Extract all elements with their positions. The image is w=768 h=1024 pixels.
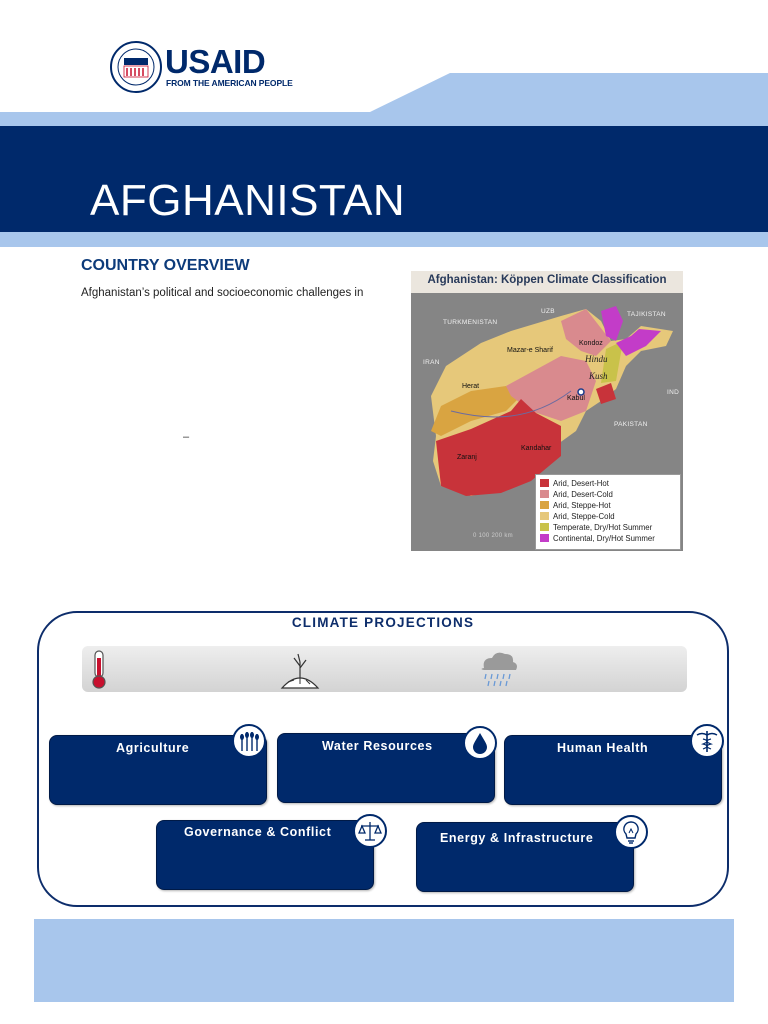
usaid-logo-text: USAID [165,43,266,80]
legend-swatch [540,479,549,487]
legend-item [540,478,609,488]
legend-swatch [540,523,549,531]
legend-item [540,511,615,521]
sector-energy-infrastructure[interactable] [416,822,634,892]
caduceus-icon [690,724,724,758]
map-label-pakistan: PAKISTAN [614,421,648,428]
map-legend [535,474,681,550]
country-title: AFGHANISTAN [90,176,406,225]
map-label-turkmenistan: TURKMENISTAN [443,319,498,326]
projections-icon-bar [82,646,687,692]
legend-item [540,522,652,532]
climate-map [411,271,683,551]
sector-label: Human Health [557,741,649,755]
map-label-tajikistan: TAJIKISTAN [627,311,666,318]
city-label-kabul: Kabul [567,395,585,402]
map-label-uzb: UZB [541,308,555,315]
footer-band [34,919,734,1002]
city-label-kandahar: Kandahar [521,445,552,452]
legend-label: Arid, Steppe-Hot [553,500,611,510]
city-label-herat: Herat [462,383,480,390]
sector-label: Governance & Conflict [184,825,332,839]
sector-label: Energy & Infrastructure [440,831,594,845]
legend-item [540,500,611,510]
rain-cloud-icon [476,648,520,690]
legend-label: Arid, Steppe-Cold [553,511,615,521]
sector-governance-conflict[interactable] [156,820,374,890]
legend-label: Temperate, Dry/Hot Summer [553,522,653,532]
overview-heading: COUNTRY OVERVIEW [81,257,250,274]
overview-text: Afghanistan’s political and socioeconomic challenges in [81,287,364,299]
wheat-icon [232,724,266,758]
thermometer-icon [86,648,112,690]
usaid-tagline: FROM THE AMERICAN PEOPLE [166,78,293,88]
legend-swatch [540,534,549,542]
map-label-ind: IND [667,389,680,396]
drought-icon [278,650,322,692]
legend-label: Arid, Desert-Hot [553,478,609,488]
map-title: Afghanistan: Köppen Climate Classification [427,274,667,286]
overview-dash: – [183,431,190,443]
sector-label: Water Resources [322,739,433,753]
sector-label: Agriculture [116,741,190,755]
title-underline-band [0,232,768,247]
legend-swatch [540,501,549,509]
legend-label: Continental, Dry/Hot Summer [553,533,655,543]
legend-swatch [540,490,549,498]
map-scale: 0 100 200 km [473,533,513,539]
legend-label: Arid, Desert-Cold [553,489,613,499]
city-label-zaranj: Zaranj [457,454,477,461]
legend-item [540,489,613,499]
usaid-seal-icon [109,40,163,94]
legend-item [540,533,655,543]
sector-human-health[interactable] [504,735,722,805]
region-label-hindu: Hindu [585,354,608,364]
scales-icon [353,814,387,848]
lightbulb-icon [614,815,648,849]
water-drop-icon [463,726,497,760]
city-label-mazar: Mazar-e Sharif [507,347,553,354]
map-label-iran: IRAN [423,359,440,366]
city-label-kondoz: Kondoz [579,340,603,347]
legend-swatch [540,512,549,520]
climate-projections-title: CLIMATE PROJECTIONS [291,615,475,630]
region-label-kush: Kush [589,371,608,381]
